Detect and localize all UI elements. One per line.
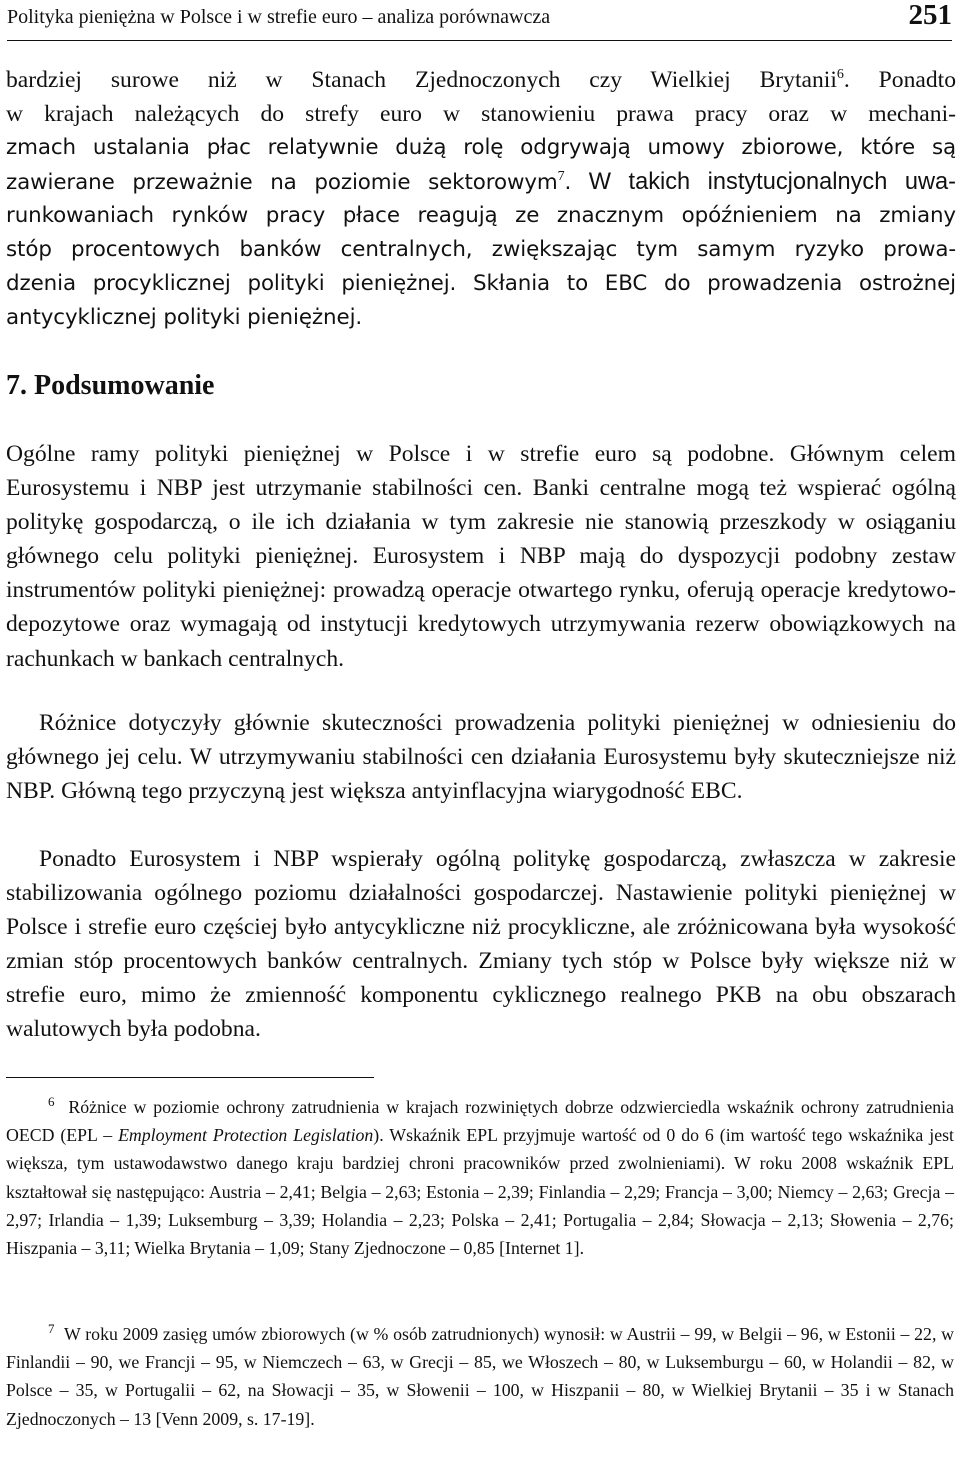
footnote-number: 7: [48, 1321, 55, 1336]
text-line: dzenia procyklicznej polityki pieniężnej. Skłania to EBC do prowadzenia ostrożnej: [6, 271, 956, 296]
page-header: [7, 0, 952, 41]
paragraph-differences: Różnice dotyczyły głównie skuteczności prowadzenia polityki pieniężnej w odniesieniu do głównego jej celu. W utrzymywaniu stabilności cen działania Eurosystemu były skuteczniejsze niż NBP. Główną tego przyczyną jest większa antyinflacyjna wiarygodność EBC.: [6, 710, 956, 805]
footnote-7: $^7$ W roku 2009 zasięg umów zbiorowych (w % osób zatrudnionych) wynosił: w Austrii – 99, w Belgii – 96, w Estonii – 22, w Finlandii – 90, we Francji – 95, w Niemczech – 63, w Grecji – 85, we Włoszech – 80, w Luksemburgu – 60, w Holandii – 82, w Polsce – 35, w Portugalii – 62, na Słowacji – 35, w Słowenii – 100, w Hiszpanii – 80, w Wielkiej Brytanii – 35 i w Stanach Zjednoczonych – 13 [Venn 2009, s. 17-19].: [6, 1321, 954, 1429]
page-number: 251: [908, 0, 952, 31]
footnote-ref-7: 7: [557, 169, 565, 184]
text-line: zmach ustalania płac relatywnie dużą rolę odgrywają umowy zbiorowe, które są: [6, 135, 956, 160]
running-title: Polityka pieniężna w Polsce i w strefie euro – analiza porównawcza: [7, 6, 551, 28]
text-line: antycyklicznej polityki pieniężnej.: [6, 305, 363, 330]
footnote-6: $^6$ Różnice w poziomie ochrony zatrudnienia w krajach rozwiniętych dobrze odzwierciedla wskaźnik ochrony zatrudnienia OECD (EPL – Employment Protection Legislation). Wskaźnik EPL przyjmuje wartość od 0 do 6 (im wartość tego wskaźnika jest większa, tym ustawodawstwo danego kraju bardziej chroni pracowników przed zwolnieniami). W roku 2008 wskaźnik EPL kształtował się następująco: Austria – 2,41; Belgia – 2,63; Estonia – 2,39; Finlandia – 2,29; Francja – 3,00; Niemcy – 2,63; Grecja – 2,97; Irlandia – 1,39; Luksemburg – 3,39; Holandia – 2,23; Polska – 2,41; Portugalia – 2,84; Słowacja – 2,13; Słowenia – 2,76; Hiszpania – 3,11; Wielka Brytania – 1,09; Stany Zjednoczone – 0,85 [Internet 1].: [6, 1094, 955, 1259]
text-line: zawierane przeważnie na poziomie sektorowym$^7$. W takich instytucjonalnych uwa-: [6, 169, 956, 195]
text-line: w krajach należących do strefy euro w stanowieniu prawa pracy oraz w mechani-: [6, 101, 956, 127]
footnote-number: 6: [48, 1094, 55, 1109]
paragraph-support: Ponadto Eurosystem i NBP wspierały ogólną politykę gospodarczą, zwłaszcza w zakresie stabilizowania ogólnego poziomu działalności gospodarczej. Nastawienie polityki pieniężnej w Polsce i strefie euro częściej było antycykliczne niż procykliczne, ale zróżnicowana była wysokość zmian stóp procentowych banków centralnych. Zmiany tych stóp w Polsce były większe niż w strefie euro, mimo że zmienność komponentu cyklicznego realnego PKB na obu obszarach walutowych była podobna.: [6, 846, 956, 1043]
footnote-ref-6: 6: [836, 67, 844, 82]
footnote-separator: [6, 1077, 374, 1078]
text-line: bardziej surowe niż w Stanach Zjednoczonych czy Wielkiej Brytanii$^6$. Ponadto: [6, 67, 956, 93]
paragraph-summary: Ogólne ramy polityki pieniężnej w Polsce i w strefie euro są podobne. Głównym celem Eurosystemu i NBP jest utrzymanie stabilności cen. Banki centralne mogą też wspierać ogólną politykę gospodarczą, o ile ich działania w tym zakresie nie stanowią przeszkody w osiąganiu głównego celu polityki pieniężnej. Eurosystem i NBP mają do dyspozycji podobny zestaw instrumentów polityki pieniężnej: prowadzą operacje otwartego rynku, oferują operacje kredytowo-depozytowe oraz wymagają od instytucji kredytowych utrzymywania rezerw obowiązkowych na rachunkach w bankach centralnych.: [6, 441, 956, 672]
section-heading: 7. Podsumowanie: [6, 370, 215, 401]
text-line: runkowaniach rynków pracy płace reagują ze znacznym opóźnieniem na zmiany: [6, 203, 956, 228]
text-line: stóp procentowych banków centralnych, zwiększając tym samym ryzyko prowa-: [6, 237, 956, 262]
